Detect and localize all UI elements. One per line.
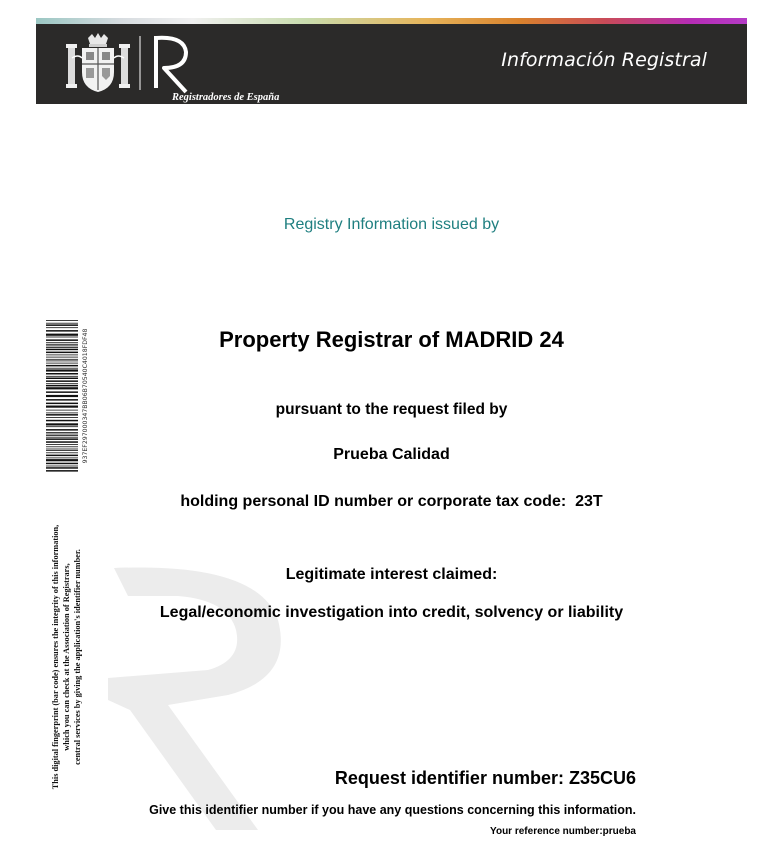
barcode-bar — [46, 376, 78, 377]
id-value: 23T — [575, 493, 603, 510]
barcode-bar — [46, 426, 78, 427]
barcode-bar — [46, 361, 78, 362]
barcode-bar — [46, 324, 78, 326]
request-identifier — [335, 768, 636, 789]
barcode-bar — [46, 368, 78, 369]
barcode-bar — [46, 423, 78, 425]
barcode-bar — [46, 444, 78, 445]
barcode-bar — [46, 380, 78, 382]
barcode-bar — [46, 395, 78, 397]
barcode-bar — [46, 437, 78, 438]
barcode-bar — [46, 378, 78, 380]
note-line-3: central services by giving the application's identifier number. — [73, 549, 82, 765]
request-label: Request identifier number: — [334, 768, 564, 788]
reference-label: Your reference number: — [490, 826, 603, 837]
barcode-bar — [46, 320, 78, 321]
reference-value: prueba — [602, 826, 636, 837]
header-color-stripe — [36, 18, 747, 24]
barcode-bar — [46, 359, 78, 360]
barcode-bar — [46, 391, 78, 393]
barcode-bar — [46, 373, 78, 375]
issued-by-text: Registry Information issued by — [283, 216, 500, 233]
request-value: Z35CU6 — [568, 768, 636, 788]
barcode-bar — [46, 466, 78, 467]
id-line — [36, 493, 747, 511]
interest-value: Legal/economic investigation into credit, solvency or liability — [159, 604, 624, 621]
logo-caption: Registradores de España — [172, 92, 280, 103]
header-title: Información Registral — [501, 49, 707, 71]
requester-name: Prueba Calidad — [333, 446, 450, 463]
barcode-bar — [46, 435, 78, 436]
barcode-bar — [46, 357, 78, 358]
header-banner — [36, 18, 747, 104]
barcode-bar — [46, 467, 78, 469]
r-logo-icon — [148, 32, 208, 98]
interest-label: Legitimate interest claimed: — [285, 566, 498, 583]
barcode-code-text: 937EF297000347BB06B70540C4018FDF48 — [82, 328, 89, 464]
barcode-integrity-note — [50, 512, 92, 802]
barcode-bar — [46, 323, 78, 324]
barcode-bar — [46, 420, 78, 422]
barcode-bar — [46, 432, 78, 433]
barcode-bar — [46, 369, 78, 371]
barcode-bar — [46, 387, 78, 389]
r-watermark-icon — [108, 560, 308, 840]
id-label: holding personal ID number or corporate tax code: — [180, 493, 567, 510]
identifier-note: Give this identifier number if you have any questions concerning this information. — [149, 803, 636, 817]
barcode-bar — [46, 365, 78, 367]
barcode-bar — [46, 385, 78, 387]
barcode-bar — [46, 383, 78, 384]
barcode-bar — [46, 429, 78, 431]
reference-number — [490, 826, 636, 837]
barcode-bar — [46, 441, 78, 443]
registradores-logo — [64, 32, 314, 103]
barcode-bar — [46, 470, 78, 472]
barcode-bar — [46, 438, 78, 440]
barcode-bar — [46, 355, 78, 356]
note-line-2: which you can check at the Association of Registrars, — [62, 563, 71, 751]
note-line-1: This digital fingerprint (bar code) ensures the integrity of this information, — [51, 524, 60, 790]
barcode-bar — [46, 434, 78, 435]
registrar-title: Property Registrar of MADRID 24 — [219, 327, 564, 352]
pursuant-text: pursuant to the request filed by — [275, 401, 508, 418]
barcode-bar — [46, 363, 78, 364]
